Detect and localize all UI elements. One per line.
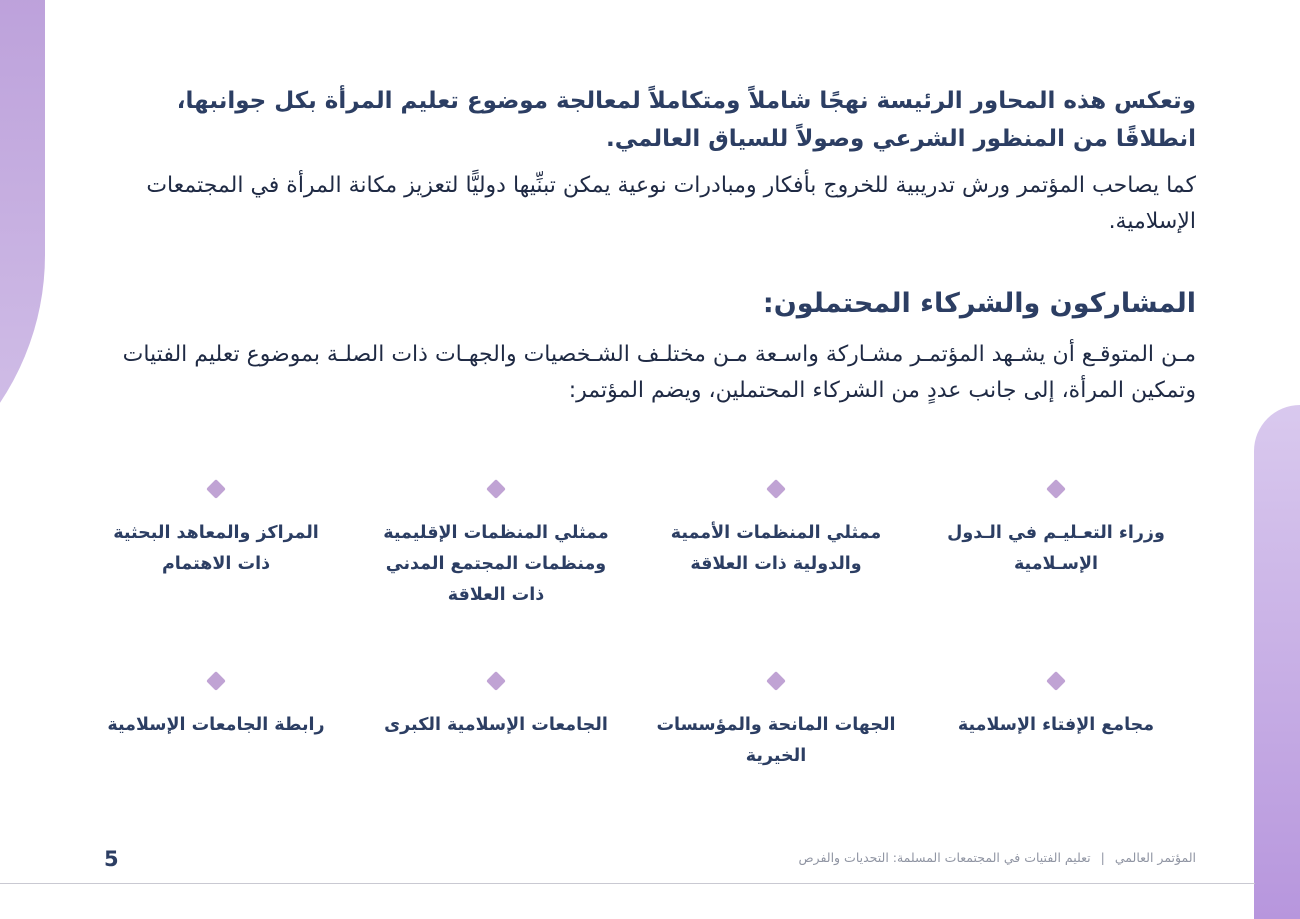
- partner-label: مجامع الإفتاء الإسلامية: [957, 715, 1155, 735]
- footer-separator: |: [1100, 850, 1105, 865]
- section-title: المشاركون والشركاء المحتملون:: [762, 288, 1196, 319]
- diamond-bullet-icon: [486, 479, 506, 499]
- diamond-bullet-icon: [206, 479, 226, 499]
- footer-divider: [0, 883, 1255, 884]
- partner-label: ممثلي المنظمات الإقليمية ومنظمات المجتمع المدني ذات العلاقة: [383, 523, 609, 605]
- diamond-bullet-icon: [766, 479, 786, 499]
- footer-conference-name: المؤتمر العالمي: [1114, 850, 1196, 865]
- partners-grid: [76, 476, 1196, 860]
- footer-caption: [798, 850, 1196, 865]
- footer-subtitle: تعليم الفتيات في المجتمعات المسلمة: التحديات والفرص: [798, 850, 1091, 865]
- partner-item: [76, 668, 356, 860]
- partner-item: [636, 668, 916, 860]
- section-paragraph: مـن المتوقـع أن يشـهد المؤتمـر مشـاركة واسـعة مـن مختلـف الشـخصيات والجهـات ذات الصلـة بموضوع تعليم الفتيات وتمكين المرأة، إلى جانب عددٍ من الشركاء المحتملين، ويضم المؤتمر:: [122, 342, 1196, 403]
- decorative-shape-right: [1254, 405, 1300, 919]
- partner-item: [916, 668, 1196, 860]
- partner-item: [356, 476, 636, 668]
- decorative-shape-left: [0, 0, 45, 520]
- diamond-bullet-icon: [1046, 671, 1066, 691]
- diamond-bullet-icon: [1046, 479, 1066, 499]
- diamond-bullet-icon: [766, 671, 786, 691]
- diamond-bullet-icon: [486, 671, 506, 691]
- partner-item: [76, 476, 356, 668]
- page-number: 5: [104, 847, 119, 871]
- partner-item: [356, 668, 636, 860]
- partner-label: وزراء التعـليـم في الـدول الإسـلامية: [947, 523, 1165, 574]
- intro-bold-paragraph: وتعكس هذه المحاور الرئيسة نهجًا شاملاً ومتكاملاً لمعالجة موضوع تعليم المرأة بكل جوانبها، انطلاقًا من المنظور الشرعي وصولاً للسياق العالمي.: [176, 88, 1196, 152]
- partner-item: [916, 476, 1196, 668]
- diamond-bullet-icon: [206, 671, 226, 691]
- partner-label: المراكز والمعاهد البحثية ذات الاهتمام: [113, 523, 319, 574]
- partner-label: الجهات المانحة والمؤسسات الخيرية: [656, 715, 896, 766]
- partner-label: رابطة الجامعات الإسلامية: [107, 715, 325, 735]
- partner-label: ممثلي المنظمات الأممية والدولية ذات العلاقة: [670, 523, 882, 574]
- intro-paragraph: كما يصاحب المؤتمر ورش تدريبية للخروج بأفكار ومبادرات نوعية يمكن تبنِّيها دوليًّا لتعزيز مكانة المرأة في المجتمعات الإسلامية.: [146, 173, 1196, 234]
- partner-label: الجامعات الإسلامية الكبرى: [384, 715, 608, 735]
- partner-item: [636, 476, 916, 668]
